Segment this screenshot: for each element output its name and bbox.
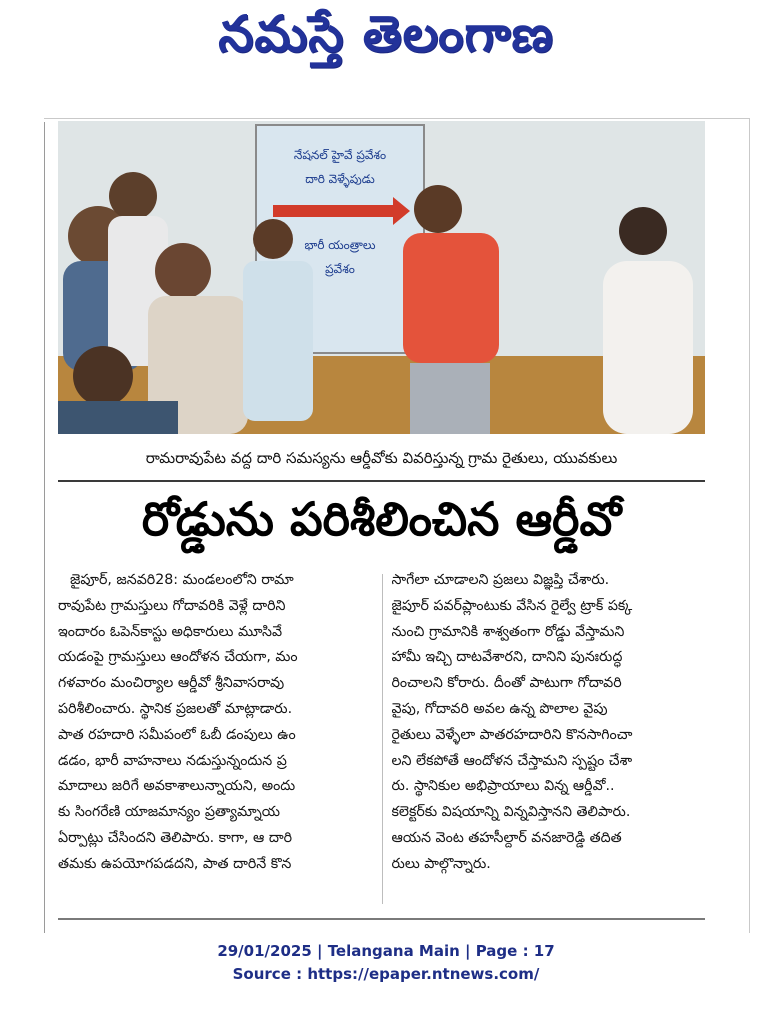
article-line: హామీ ఇచ్చి దాటవేశారని, దానిని పునఃరుద్ధ (391, 649, 623, 666)
officer-pants (410, 363, 490, 434)
frame-top-rule (44, 118, 750, 119)
article-line: కలెక్టర్‌కు విషయాన్ని విన్నవిస్తానని తెలిపారు. (391, 804, 631, 821)
article-line: డడం, భారీ వాహనాలు నడుస్తున్నందున ప్ర (58, 752, 287, 769)
article-line: కు సింగరేణి యాజమాన్యం ప్రత్యామ్నాయ (58, 804, 280, 821)
news-photo-illustration (58, 121, 705, 434)
article-column-1 (58, 568, 372, 908)
article-line: రైతులు వెళ్ళేలా పాతరహదారిని కొనసాగించా (391, 726, 633, 743)
article-line: గళవారం మంచిర్యాల ఆర్డీవో శ్రీనివాసరావు (58, 675, 285, 692)
article-line: యడంపై గ్రామస్తులు ఆందోళన చేయగా, మం (58, 649, 298, 666)
photo-caption-text: రామరావుపేట వద్ద దారి సమస్యను ఆర్డీవోకు వివరిస్తున్న గ్రామ రైతులు, యువకులు (145, 449, 618, 467)
article-line: జైపూర్ పవర్‌ప్లాంటుకు వేసిన రైల్వే ట్రాక్ పక్క (391, 597, 633, 614)
photo-caption (58, 440, 705, 482)
newspaper-logo: నమస్తే తెలంగాణ (218, 4, 554, 63)
sign-line-2: దారి వెళ్ళేపుడు (305, 172, 375, 186)
article-line: పరిశీలించారు. స్థానిక ప్రజలతో మాట్లాడారు. (58, 700, 293, 717)
article-column-2 (392, 568, 706, 908)
article-headline: రోడ్డును పరిశీలించిన ఆర్డీవో (141, 492, 622, 546)
frame-right-rule (749, 118, 750, 933)
article-line: నుంచి గ్రామానికి శాశ్వతంగా రోడ్డు వేస్తామని (391, 623, 625, 640)
article-line: లని లేకపోతే ఆందోళన చేస్తామని స్పష్టం చేశా (391, 752, 633, 769)
article-line: ఆయన వెంట తహసీల్దార్ వనజారెడ్డి తదిత (391, 829, 622, 846)
article-line: సాగేలా చూడాలని ప్రజలు విజ్ఞప్తి చేశారు. (391, 572, 610, 588)
frame-left-rule (44, 122, 45, 933)
page-footer (0, 940, 772, 986)
article-line: ఇందారం ఓపెన్‌కాస్టు అధికారులు మూసివే (58, 623, 283, 640)
source-link[interactable]: Source : https://epaper.ntnews.com/ (232, 965, 540, 983)
article-line: మాదాలు జరిగే అవకాశాలున్నాయని, అందు (58, 778, 296, 795)
news-photo (58, 121, 705, 434)
article-line: వైపు, గోదావరి అవల ఉన్న పొలాల వైపు (391, 700, 608, 717)
article-bottom-rule (58, 918, 705, 920)
sign-line-1: నేషనల్ హైవే ప్రవేశం (293, 148, 387, 162)
sign-line-3: భారీ యంత్రాలు (304, 238, 376, 252)
officer-shirt (403, 233, 499, 363)
article-line: రులు పాల్గొన్నారు. (391, 855, 491, 872)
article-line: తమకు ఉపయోగపడదని, పాత దారినే కొన (58, 855, 292, 872)
article-line: రావుపేట గ్రామస్తులు గోదావరికి వెళ్లే దారిని (58, 597, 286, 614)
column-divider (382, 574, 383, 904)
article-line: ఏర్పాట్లు చేసిందని తెలిపారు. కాగా, ఆ దారి (58, 829, 293, 846)
edition-info: 29/01/2025 | Telangana Main | Page : 17 (217, 942, 555, 960)
masthead (0, 0, 772, 80)
sign-line-4: ప్రవేశం (325, 262, 355, 276)
article-line: జైపూర్, జనవరి28: మండలంలోని రామా (70, 572, 294, 588)
article-line: రు. స్థానికుల అభిప్రాయాలు విన్న ఆర్డీవో.. (391, 778, 615, 795)
article-line: రించాలని కోరారు. దీంతో పాటుగా గోదావరి (391, 675, 622, 692)
article-line: పాత రహదారి సమీపంలో ఓబీ డంపులు ఉం (58, 726, 296, 743)
